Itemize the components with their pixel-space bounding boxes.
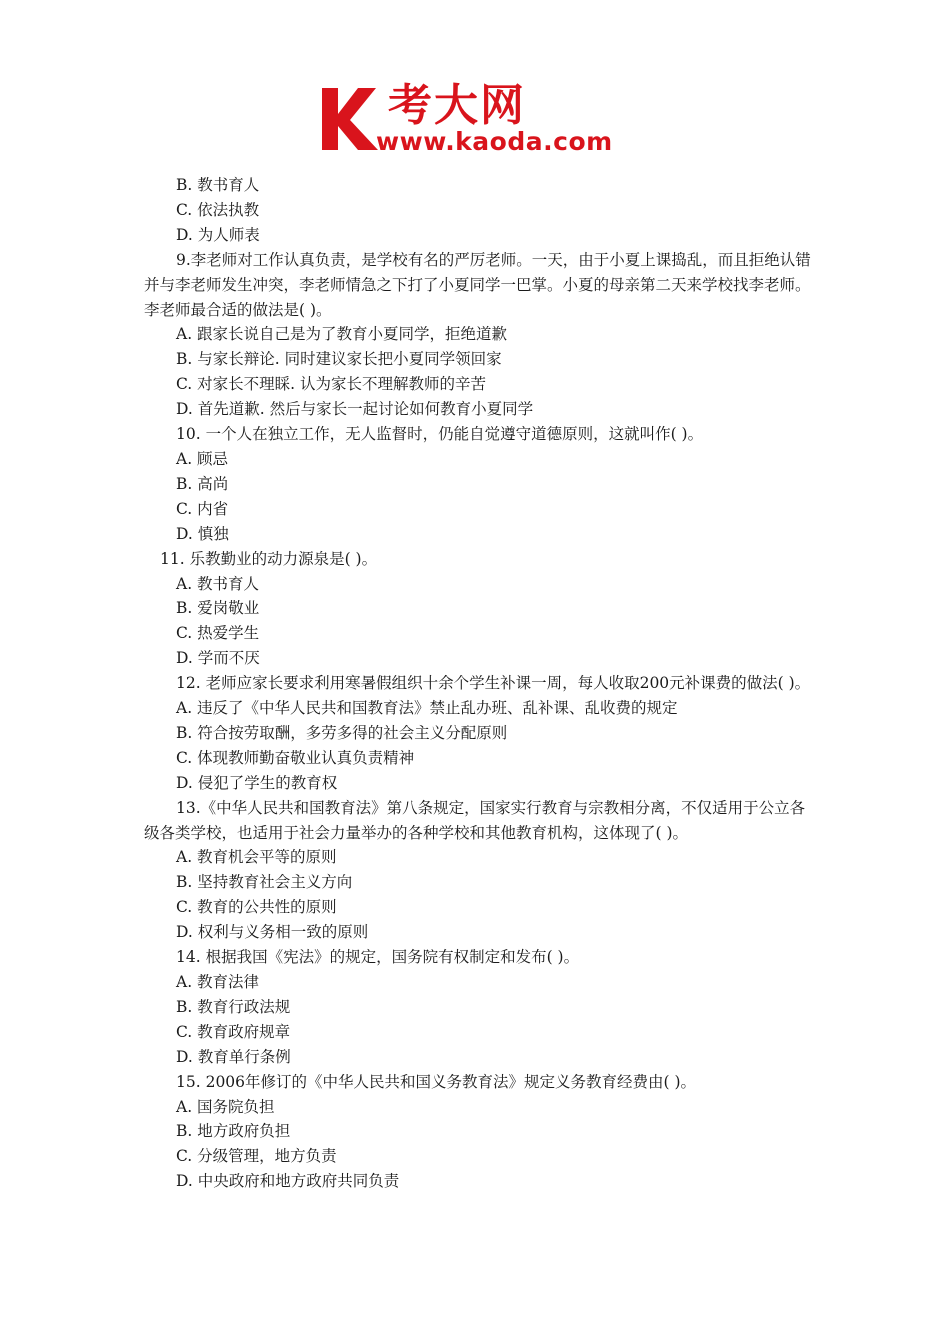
option-line: A. 教书育人 [176, 574, 260, 593]
option-line: A. 顾忌 [176, 449, 229, 468]
option-line: C. 分级管理，地方负责 [176, 1147, 337, 1166]
option-line: C. 内省 [176, 499, 229, 518]
option-line: B. 坚持教育社会主义方向 [176, 873, 353, 892]
option-line: D. 学而不厌 [176, 649, 260, 668]
option-line: D. 侵犯了学生的教育权 [176, 773, 338, 792]
question-15: 15. 2006年修订的《中华人民共和国义务教育法》规定义务教育经费由( )。 [176, 1072, 697, 1091]
question-13: 13.《中华人民共和国教育法》第八条规定，国家实行教育与宗教相分离，不仅适用于公立各级各类学校，也适用于社会力量举办的各种学校和其他教育机构，这体现了( )。 [144, 798, 806, 842]
exam-content [144, 173, 812, 1194]
question-9: 9.李老师对工作认真负责，是学校有名的严厉老师。一天，由于小夏上课捣乱，而且拒绝认错并与李老师发生冲突，李老师情急之下打了小夏同学一巴掌。小夏的母亲第二天来学校找李老师。李老师最合适的做法是( )。 [144, 250, 811, 319]
option-line: B. 与家长辩论. 同时建议家长把小夏同学领回家 [176, 350, 502, 369]
option-line: D. 权利与义务相一致的原则 [176, 923, 369, 942]
option-line: B. 地方政府负担 [176, 1122, 291, 1141]
question-12: 12. 老师应家长要求利用寒暑假组织十余个学生补课一周，每人收取200元补课费的做法( )。 [176, 674, 811, 693]
option-line: A. 教育机会平等的原则 [176, 848, 337, 867]
option-line: B. 爱岗敬业 [176, 599, 260, 618]
option-line: B. 教育行政法规 [176, 997, 291, 1016]
question-11: 11. 乐教勤业的动力源泉是( )。 [160, 549, 378, 568]
option-line: D. 慎独 [176, 524, 229, 543]
option-line: D. 首先道歉. 然后与家长一起讨论如何教育小夏同学 [176, 400, 534, 419]
logo-url-text: www.kaoda.com [376, 127, 613, 156]
option-line: C. 热爱学生 [176, 624, 260, 643]
option-line: D. 中央政府和地方政府共同负责 [176, 1172, 400, 1191]
option-line: A. 教育法律 [176, 973, 260, 991]
k-logo-icon [318, 84, 384, 154]
option-line: A. 违反了《中华人民共和国教育法》禁止乱办班、乱补课、乱收费的规定 [176, 699, 678, 718]
option-line: C. 教育的公共性的原则 [176, 898, 337, 917]
option-line: B. 符合按劳取酬，多劳多得的社会主义分配原则 [176, 723, 508, 742]
question-10: 10. 一个人在独立工作，无人监督时，仍能自觉遵守道德原则，这就叫作( )。 [176, 425, 704, 444]
option-line: A. 跟家长说自己是为了教育小夏同学，拒绝道歉 [176, 325, 508, 344]
option-line: D. 为人师表 [176, 225, 260, 244]
option-line: C. 体现教师勤奋敬业认真负责精神 [176, 748, 415, 767]
logo-chinese-text: 考大网 [388, 80, 526, 131]
question-14: 14. 根据我国《宪法》的规定，国务院有权制定和发布( )。 [176, 948, 580, 967]
option-line: D. 教育单行条例 [176, 1047, 291, 1066]
option-line: B. 高尚 [176, 474, 229, 493]
option-line: C. 对家长不理睬. 认为家长不理解教师的辛苦 [176, 375, 487, 394]
option-line: B. 教书育人 [176, 176, 260, 194]
site-logo [318, 82, 640, 162]
option-line: C. 依法执教 [176, 200, 260, 219]
option-line: C. 教育政府规章 [176, 1022, 291, 1041]
option-line: A. 国务院负担 [176, 1097, 275, 1116]
